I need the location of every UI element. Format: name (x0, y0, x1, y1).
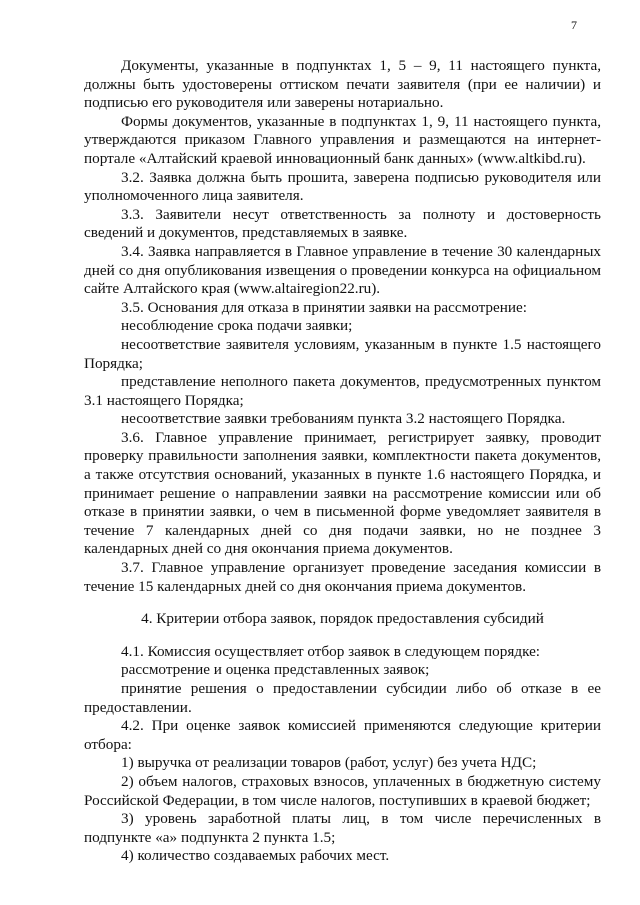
paragraph: Документы, указанные в подпунктах 1, 5 – 9, 11 настоящего пункта, должны быть удостоверены оттиском печати заявителя (при ее наличии) и подписью его руководителя или заверены нотариально. (84, 57, 601, 112)
paragraph: 4.2. При оценке заявок комиссией применяются следующие критерии отбора: (84, 717, 601, 753)
paragraph: Формы документов, указанные в подпунктах 1, 9, 11 настоящего пункта, утверждаются приказом Главного управления и размещаются на интернет-портале «Алтайский краевой инновационный банк данных» (www.altkibd.ru). (84, 112, 601, 167)
page-number: 7 (571, 18, 577, 32)
list-item: 2) объем налогов, страховых взносов, уплаченных в бюджетную систему Российской Федерации, в том числе налогов, поступивших в краевой бюджет; (84, 772, 601, 809)
paragraph: 3.7. Главное управление организует проведение заседания комиссии в течение 15 календарных дней со дня окончания приема документов. (84, 559, 601, 595)
list-item: принятие решения о предоставлении субсидии либо об отказе в ее предоставлении. (84, 680, 601, 716)
paragraph: 3.4. Заявка направляется в Главное управление в течение 30 календарных дней со дня опубликования извещения о проведении конкурса на официальном сайте Алтайского края (www.altairegion22.ru). (84, 242, 601, 298)
list-item: несоблюдение срока подачи заявки; (121, 317, 353, 335)
list-item: представление неполного пакета документов, предусмотренных пунктом 3.1 настоящего Порядка; (84, 373, 601, 409)
paragraph: 3.6. Главное управление принимает, регистрирует заявку, проводит проверку правильности заполнения заявки, комплектности пакета документов, а также отсутствия оснований, указанных в пункте 1.6 настоящего Порядка, и принимает решение о направлении заявки на рассмотрение комиссии или об отказе в принятии заявки, о чем в письменной форме уведомляет заявителя в течение 7 календарных дней со дня подачи заявки, но не позднее 3 календарных дней со дня окончания приема документов. (84, 428, 601, 558)
paragraph: 4.1. Комиссия осуществляет отбор заявок в следующем порядке: (121, 642, 541, 660)
list-item: 1) выручка от реализации товаров (работ, услуг) без учета НДС; (121, 754, 537, 772)
paragraph: 3.3. Заявители несут ответственность за полноту и достоверность сведений и документов, представляемых в заявке. (84, 205, 601, 242)
paragraph: 3.5. Основания для отказа в принятии заявки на рассмотрение: (121, 298, 527, 316)
list-item: 4) количество создаваемых рабочих мест. (121, 847, 390, 865)
paragraph: 3.2. Заявка должна быть прошита, заверена подписью руководителя или уполномоченного лица заявителя. (84, 168, 601, 205)
document-body (84, 57, 601, 866)
list-item: несоответствие заявки требованиям пункта 3.2 настоящего Порядка. (121, 410, 566, 428)
section-heading: 4. Критерии отбора заявок, порядок предоставления субсидий (141, 610, 544, 628)
list-item: рассмотрение и оценка представленных заявок; (121, 661, 430, 679)
list-item: 3) уровень заработной платы лиц, в том числе перечисленных в подпункте «а» подпункта 2 пункта 1.5; (84, 810, 601, 846)
list-item: несоответствие заявителя условиям, указанным в пункте 1.5 настоящего Порядка; (84, 335, 601, 372)
